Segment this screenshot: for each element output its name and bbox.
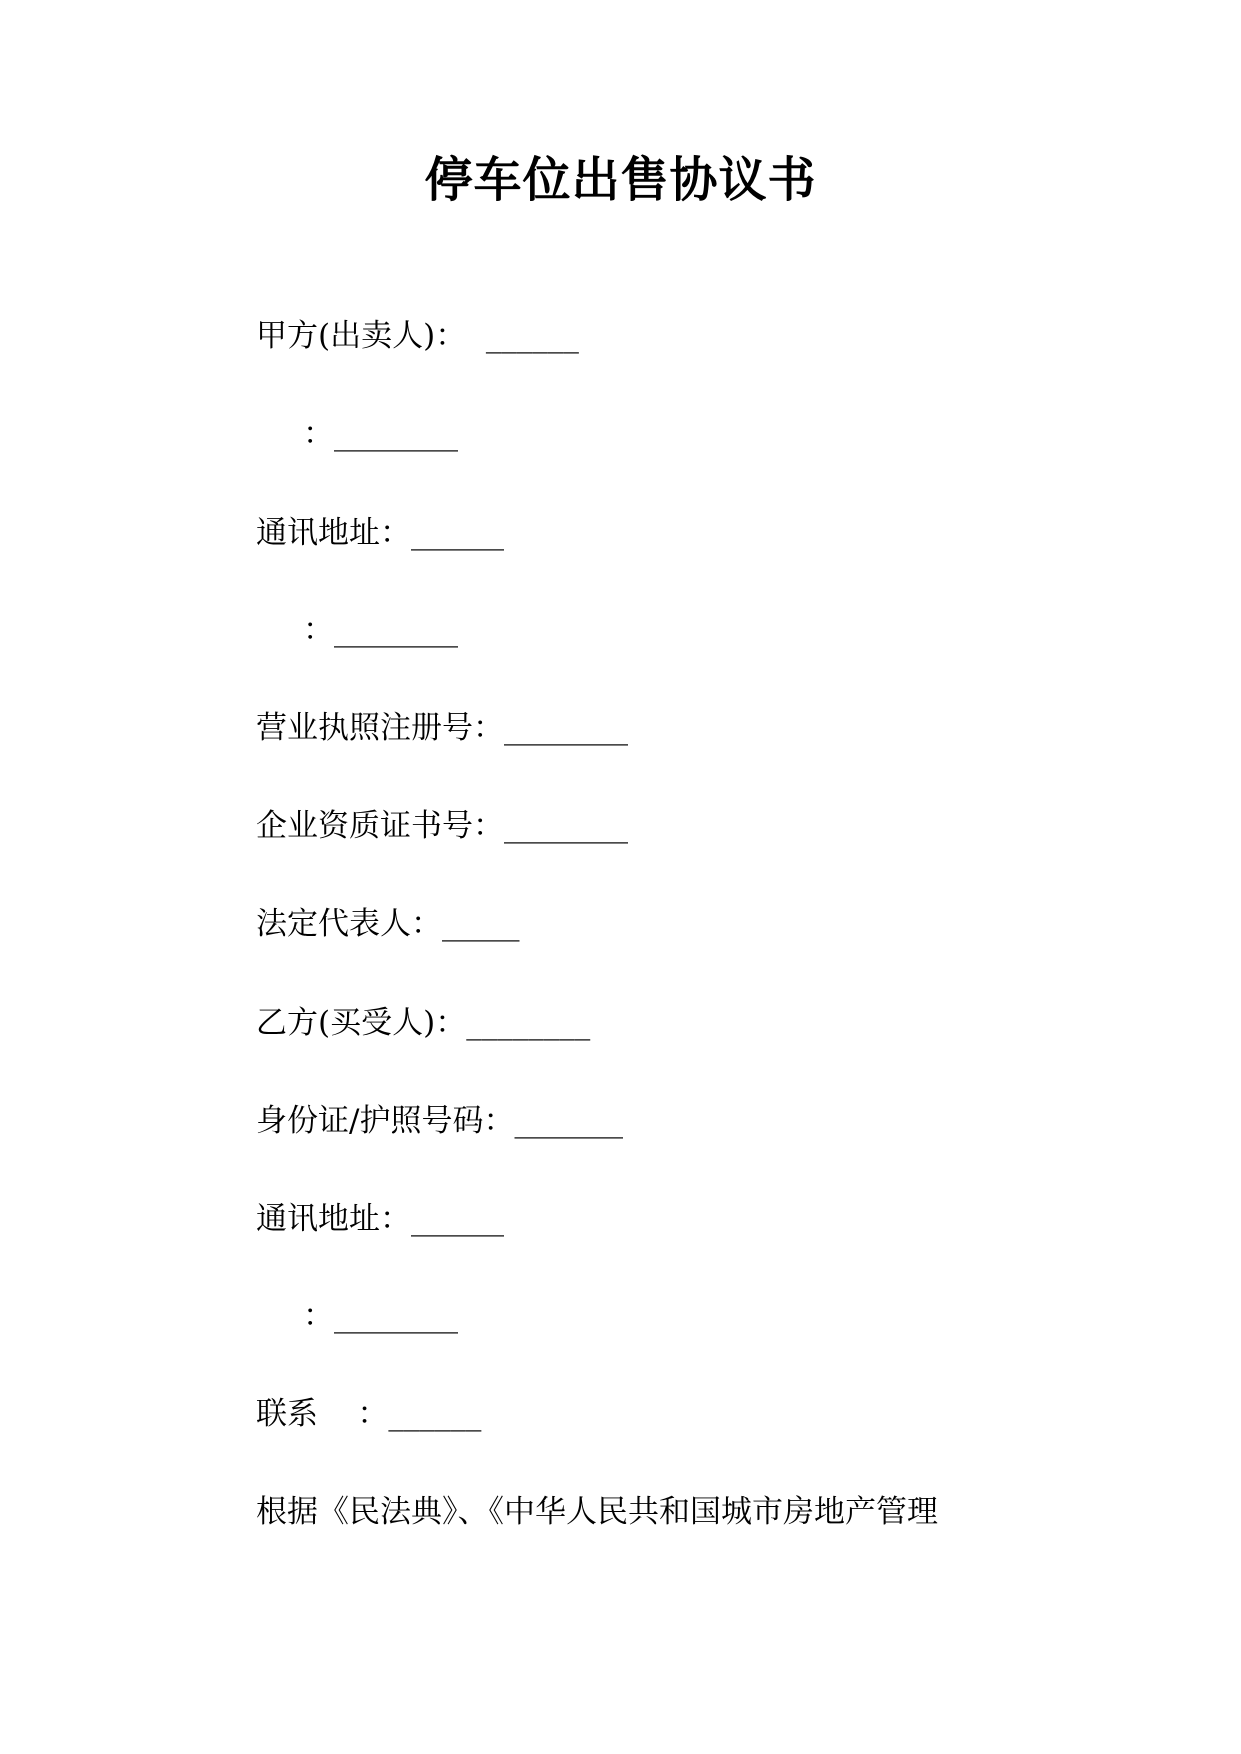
party-a-seller-line: 甲方(出卖人)： ______ — [256, 318, 579, 354]
document-title: 停车位出售协议书 — [424, 152, 817, 208]
id-passport-line: 身份证/护照号码：_______ — [256, 1103, 623, 1139]
party-a-blank-line-1: ：________ — [303, 416, 458, 452]
contact-line: 联系 ：______ — [256, 1396, 482, 1432]
party-a-blank-line-2: ：________ — [303, 612, 458, 648]
legal-representative-line: 法定代表人：_____ — [256, 906, 520, 942]
legal-basis-paragraph: 根据《民法典》、《中华人民共和国城市房地产管理 — [256, 1494, 938, 1530]
party-b-blank-line: ：________ — [303, 1298, 458, 1334]
party-b-address-line: 通讯地址：______ — [256, 1201, 504, 1237]
business-license-line: 营业执照注册号：________ — [256, 710, 628, 746]
party-a-address-line: 通讯地址：______ — [256, 515, 504, 551]
qualification-certificate-line: 企业资质证书号：________ — [256, 808, 628, 844]
party-b-buyer-line: 乙方(买受人)：________ — [256, 1005, 591, 1041]
